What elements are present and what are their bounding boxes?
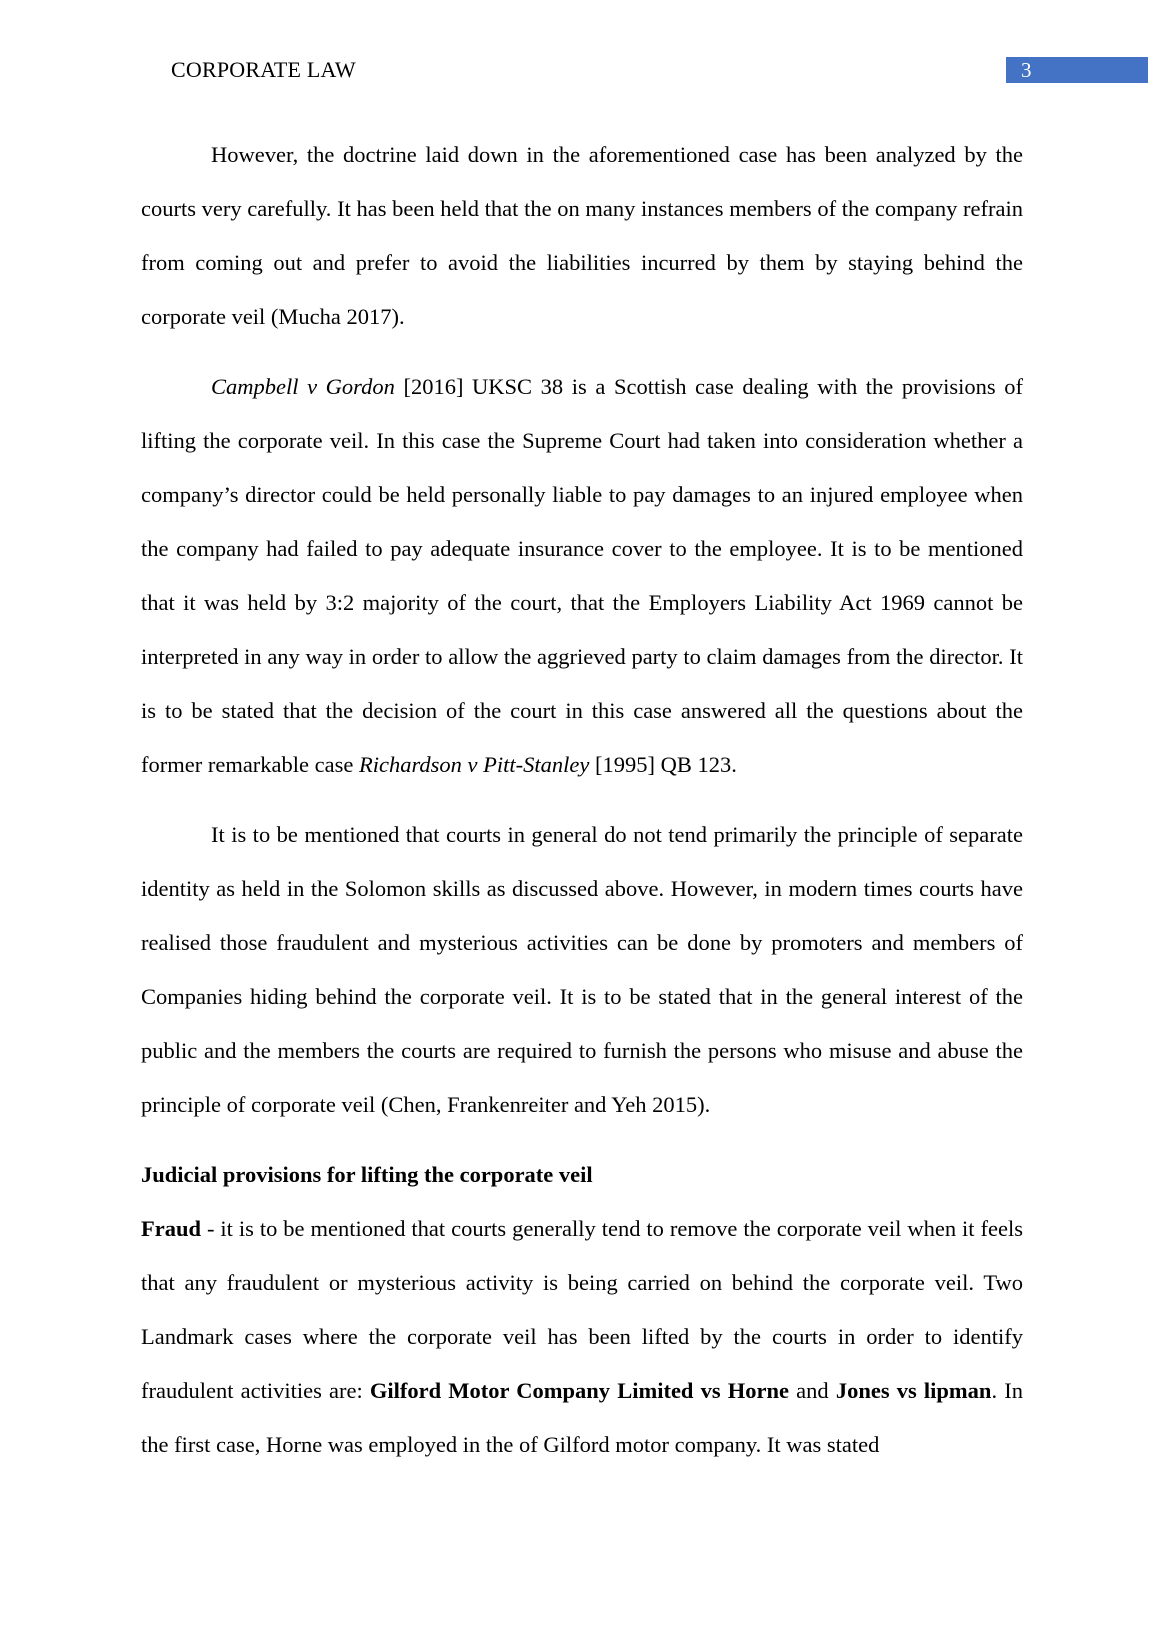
case-citation-campbell: Campbell v Gordon xyxy=(211,374,395,399)
paragraph-4-text-c: . In the first case, Horne was employed in the of Gilford motor company. It was stated xyxy=(141,1378,1023,1457)
case-citation-jones: Jones vs lipman xyxy=(835,1378,992,1403)
paragraph-1 xyxy=(141,128,1023,344)
running-head-title: CORPORATE LAW xyxy=(171,57,356,82)
paragraph-4 xyxy=(141,1202,1023,1472)
page-number-badge xyxy=(1006,57,1148,83)
paragraph-2-text-a: [2016] UKSC 38 is a Scottish case dealing with the provisions of lifting the corporate veil. In this case the Supreme Court had taken into consideration whether a company’s director could be held personally liable to pay damages to an injured employee when the company had failed to pay adequate insurance cover to the employee. It is to be mentioned that it was held by 3:2 majority of the court, that the Employers Liability Act 1969 cannot be interpreted in any way in order to allow the aggrieved party to claim damages from the director. It is to be stated that the decision of the court in this case answered all the questions about the former remarkable case xyxy=(141,374,1023,777)
paragraph-2 xyxy=(141,360,1023,792)
section-heading: Judicial provisions for lifting the corporate veil xyxy=(141,1162,593,1187)
paragraph-1-text: However, the doctrine laid down in the aforementioned case has been analyzed by the courts very carefully. It has been held that the on many instances members of the company refrain from coming out and prefer to avoid the liabilities incurred by them by staying behind the corporate veil (Mucha 2017). xyxy=(141,142,1023,329)
paragraph-4-text-a: - it is to be mentioned that courts generally tend to remove the corporate veil when it feels that any fraudulent or mysterious activity is being carried on behind the corporate veil. Two Landmark cases where the corporate veil has been lifted by the courts in order to identify fraudulent activities are: xyxy=(141,1216,1023,1403)
paragraph-4-text-b: and xyxy=(789,1378,836,1403)
body-text xyxy=(141,128,1023,1488)
case-citation-richardson: Richardson v Pitt-Stanley xyxy=(359,752,590,777)
page-number: 3 xyxy=(1021,58,1032,82)
fraud-lead-term: Fraud xyxy=(141,1216,202,1241)
paragraph-3-text: It is to be mentioned that courts in general do not tend primarily the principle of separate identity as held in the Solomon skills as discussed above. However, in modern times courts have realised those fraudulent and mysterious activities can be done by promoters and members of Companies hiding behind the corporate veil. It is to be stated that in the general interest of the public and the members the courts are required to furnish the persons who misuse and abuse the principle of corporate veil (Chen, Frankenreiter and Yeh 2015). xyxy=(141,822,1023,1117)
paragraph-3 xyxy=(141,808,1023,1132)
case-citation-gilford: Gilford Motor Company Limited vs Horne xyxy=(369,1378,790,1403)
paragraph-2-text-b: [1995] QB 123. xyxy=(589,752,737,777)
